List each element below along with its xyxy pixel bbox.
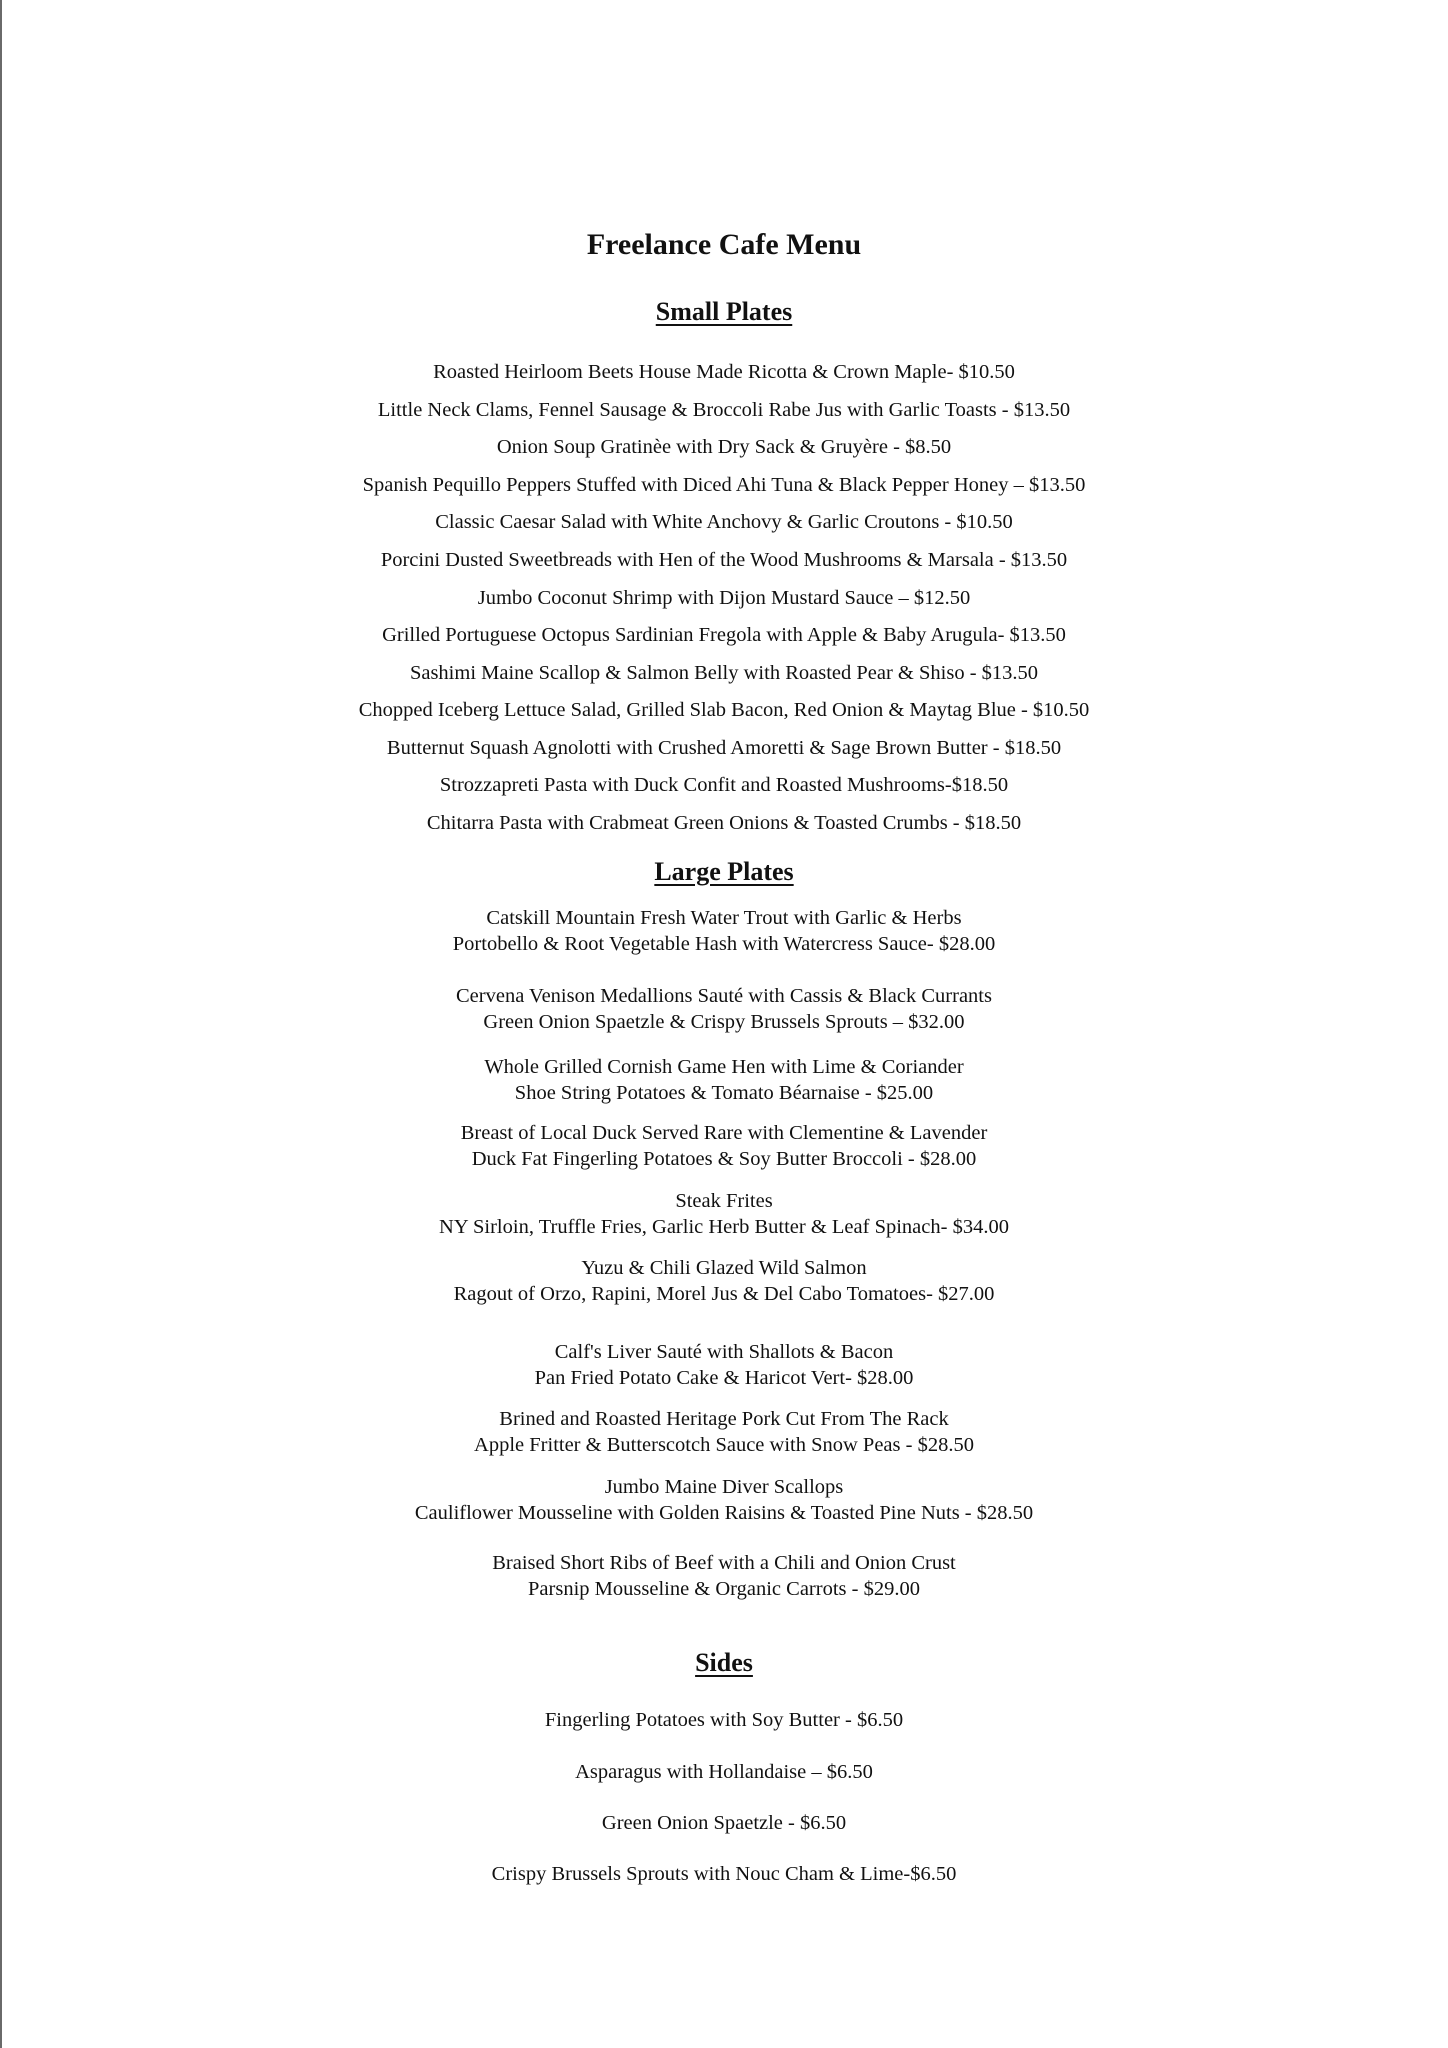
sides-heading: Sides	[695, 1648, 753, 1677]
menu-title: Freelance Cafe Menu	[586, 228, 862, 261]
large-plates-heading: Large Plates	[654, 857, 794, 886]
small-plate-item: Onion Soup Gratinèe with Dry Sack & Gruyère - $8.50	[496, 436, 952, 458]
large-plate-sides-line: Ragout of Orzo, Rapini, Morel Jus & Del Cabo Tomatoes- $27.00	[453, 1283, 995, 1305]
large-plate-dish-line: Whole Grilled Cornish Game Hen with Lime & Coriander	[484, 1056, 964, 1078]
small-plate-item: Butternut Squash Agnolotti with Crushed Amoretti & Sage Brown Butter - $18.50	[386, 737, 1062, 759]
small-plate-item: Little Neck Clams, Fennel Sausage & Broccoli Rabe Jus with Garlic Toasts - $13.50	[377, 399, 1071, 421]
large-plate-sides-line: Pan Fried Potato Cake & Haricot Vert- $28.00	[534, 1367, 914, 1389]
large-plate-sides-line: Portobello & Root Vegetable Hash with Watercress Sauce- $28.00	[452, 933, 996, 955]
large-plate-dish-line: Calf's Liver Sauté with Shallots & Bacon	[554, 1341, 894, 1363]
large-plate-sides-line: NY Sirloin, Truffle Fries, Garlic Herb Butter & Leaf Spinach- $34.00	[439, 1216, 1009, 1238]
small-plate-item: Porcini Dusted Sweetbreads with Hen of the Wood Mushrooms & Marsala - $13.50	[380, 549, 1068, 571]
large-plate-dish-line: Brined and Roasted Heritage Pork Cut From The Rack	[499, 1408, 949, 1430]
large-plate-dish-line: Breast of Local Duck Served Rare with Clementine & Lavender	[460, 1122, 988, 1144]
large-plate-dish-line: Braised Short Ribs of Beef with a Chili and Onion Crust	[492, 1552, 956, 1574]
small-plate-item: Chitarra Pasta with Crabmeat Green Onions & Toasted Crumbs - $18.50	[426, 812, 1022, 834]
large-plate-sides-line: Duck Fat Fingerling Potatoes & Soy Butter Broccoli - $28.00	[471, 1148, 977, 1170]
side-item: Asparagus with Hollandaise – $6.50	[575, 1761, 873, 1783]
large-plate-dish-line: Catskill Mountain Fresh Water Trout with Garlic & Herbs	[486, 907, 962, 929]
large-plate-sides-line: Parsnip Mousseline & Organic Carrots - $29.00	[528, 1578, 920, 1600]
small-plate-item: Chopped Iceberg Lettuce Salad, Grilled Slab Bacon, Red Onion & Maytag Blue - $10.50	[358, 699, 1090, 721]
small-plate-item: Sashimi Maine Scallop & Salmon Belly with Roasted Pear & Shiso - $13.50	[409, 662, 1039, 684]
small-plate-item: Spanish Pequillo Peppers Stuffed with Diced Ahi Tuna & Black Pepper Honey – $13.50	[362, 474, 1086, 496]
side-item: Crispy Brussels Sprouts with Nouc Cham & Lime-$6.50	[491, 1863, 957, 1885]
small-plate-item: Classic Caesar Salad with White Anchovy & Garlic Croutons - $10.50	[435, 511, 1013, 533]
large-plate-sides-line: Shoe String Potatoes & Tomato Béarnaise - $25.00	[514, 1082, 934, 1104]
small-plate-item: Grilled Portuguese Octopus Sardinian Fregola with Apple & Baby Arugula- $13.50	[382, 624, 1066, 646]
small-plate-item: Strozzapreti Pasta with Duck Confit and Roasted Mushrooms-$18.50	[439, 774, 1009, 796]
large-plate-sides-line: Green Onion Spaetzle & Crispy Brussels Sprouts – $32.00	[483, 1011, 965, 1033]
side-item: Fingerling Potatoes with Soy Butter - $6.50	[544, 1709, 904, 1731]
large-plate-dish-line: Yuzu & Chili Glazed Wild Salmon	[581, 1257, 867, 1279]
large-plate-sides-line: Apple Fritter & Butterscotch Sauce with Snow Peas - $28.50	[474, 1434, 974, 1456]
large-plate-dish-line: Steak Frites	[675, 1190, 773, 1212]
large-plate-sides-line: Cauliflower Mousseline with Golden Raisins & Toasted Pine Nuts - $28.50	[414, 1502, 1034, 1524]
side-item: Green Onion Spaetzle - $6.50	[601, 1812, 847, 1834]
small-plates-heading: Small Plates	[655, 297, 793, 326]
large-plate-dish-line: Jumbo Maine Diver Scallops	[604, 1476, 844, 1498]
small-plate-item: Jumbo Coconut Shrimp with Dijon Mustard Sauce – $12.50	[477, 587, 971, 609]
large-plate-dish-line: Cervena Venison Medallions Sauté with Cassis & Black Currants	[456, 985, 992, 1007]
small-plate-item: Roasted Heirloom Beets House Made Ricotta & Crown Maple- $10.50	[433, 361, 1015, 383]
